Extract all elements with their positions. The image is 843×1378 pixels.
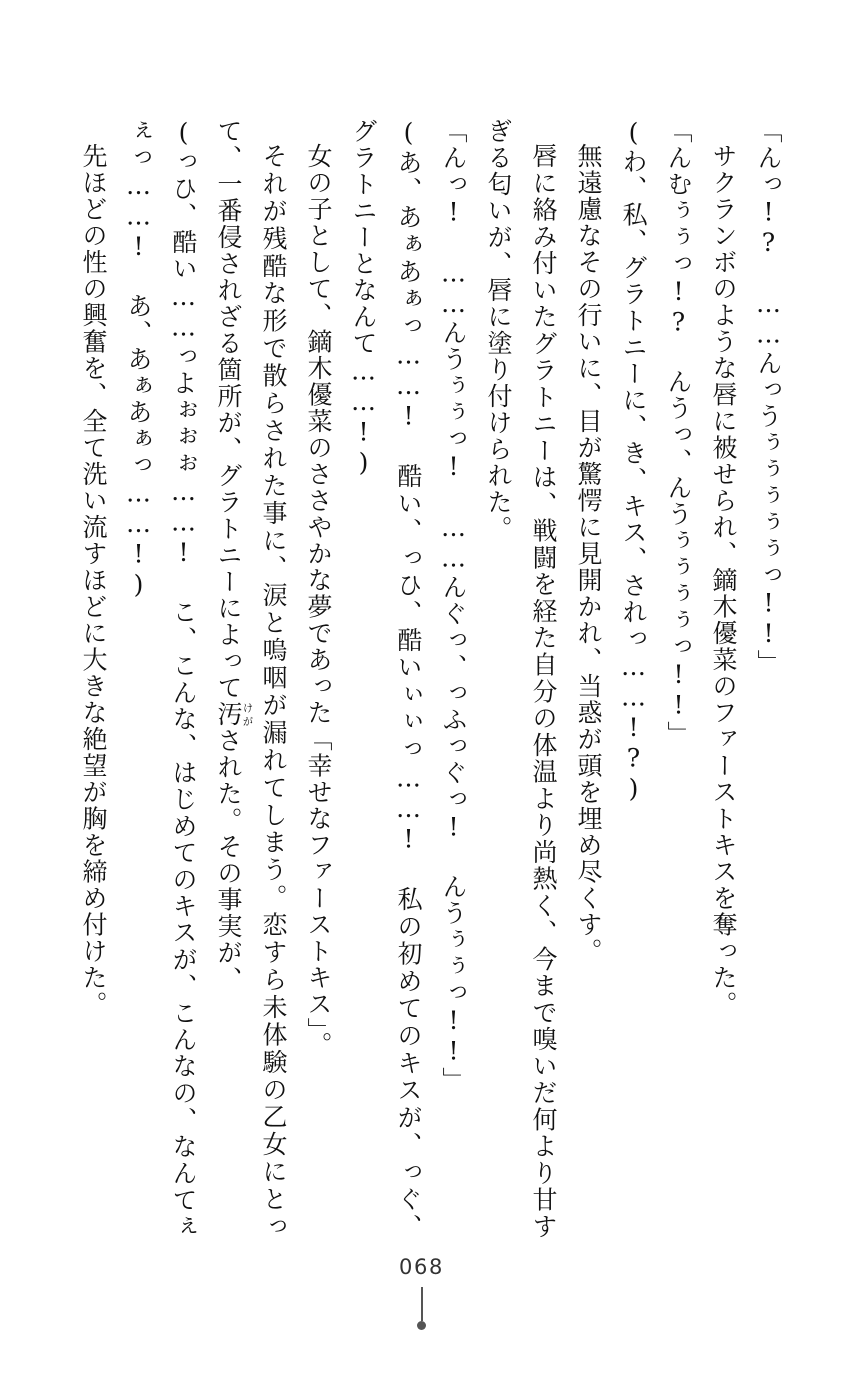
- paragraph-5: 無遠慮なその行いに、目が驚愕に見開かれ、当惑が頭を埋め尽くす。: [574, 143, 603, 965]
- paragraph-11: (っひ、酷い……っよぉぉぉ……! こ、こんな、はじめてのキスが、こんなの、なんてぇぇっ……! あ、あぁあぁっ……!): [124, 118, 198, 1240]
- ruby-annotation: 汚けが: [214, 701, 254, 728]
- paragraph-12: 先ほどの性の興奮を、全て洗い流すほどに大きな絶望が胸を締め付けた。: [79, 143, 108, 1018]
- paragraph-1: 「んっ!? ……んっうぅぅぅぅぅっ!!」: [754, 118, 783, 676]
- paragraph-3: 「んむぅぅっ!? んうっ、んうぅぅぅぅっ!!」: [664, 118, 693, 748]
- folio-rule: [421, 1287, 423, 1321]
- folio-dot: [417, 1321, 426, 1330]
- folio: [0, 1255, 843, 1330]
- paragraph-8: (あ、あぁあぁっ……! 酷い、っひ、酷いぃぃっ……! 私の初めてのキスが、っぐ、グラトニーとなんて……!): [349, 118, 423, 1240]
- paragraph-7: 「んっ! ……んうぅぅっ! ……んぐっ、っふっぐっ! んうぅぅっ!!」: [439, 118, 468, 1094]
- paragraph-6: 唇に絡み付いたグラトニーは、戦闘を経た自分の体温より尚熱く、今まで嗅いだ何より甘すぎる匂いが、唇に塗り付けられた。: [484, 118, 558, 1240]
- paragraph-2: サクランボのような唇に被せられ、鏑木優菜のファーストキスを奪った。: [709, 143, 738, 1018]
- page-number: 068: [398, 1255, 445, 1279]
- vertical-text-body: [48, 118, 791, 1240]
- paragraph-10: それが残酷な形で散らされた事に、涙と嗚咽が漏れてしまう。恋すら未体験の乙女にとって、一番侵されざる箇所が、グラトニーによって汚けがされた。その事実が、: [214, 118, 288, 1241]
- paragraph-9: 女の子として、鏑木優菜のささやかな夢であった「幸せなファーストキス」。: [304, 143, 333, 1058]
- paragraph-4: (わ、私、グラトニーに、き、キス、されっ……!?): [619, 118, 648, 805]
